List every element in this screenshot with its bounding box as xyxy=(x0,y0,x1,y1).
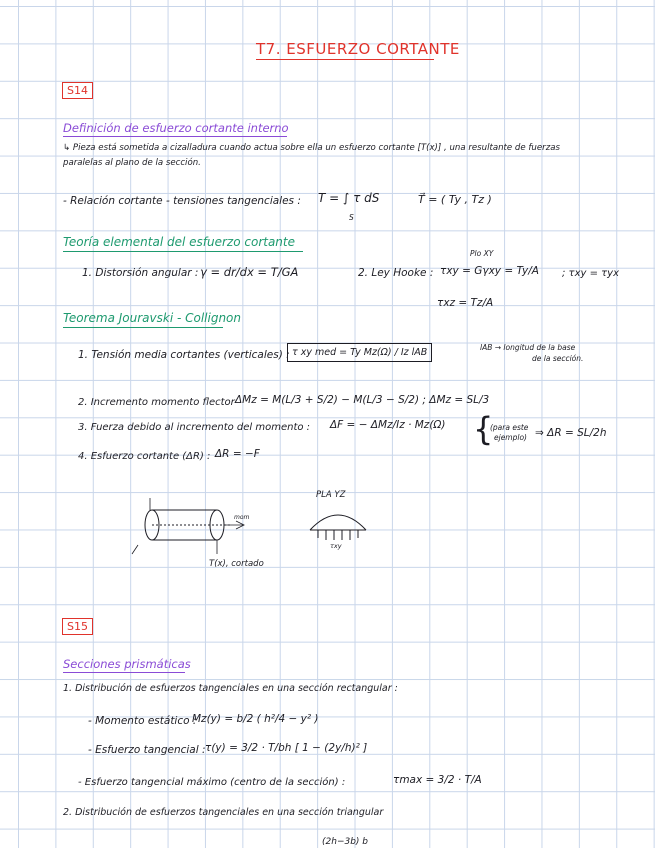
max-stress-equation: τmax = 3/2 · T/A xyxy=(393,774,482,786)
shear-label: 4. Esfuerzo cortante (ΔR) : xyxy=(78,451,211,462)
tension-equation-box: τ xy med = Ty Mz(Ω) / Iz lAB xyxy=(287,343,432,362)
example-note-line-2: ejemplo) xyxy=(494,433,527,442)
bottom-fragment: (2h−3b) b xyxy=(322,837,369,847)
tangential-stress-equation: τ(y) = 3/2 · T/bh [ 1 − (2y/h)² ] xyxy=(205,742,368,754)
tau-label: τxy xyxy=(330,542,342,550)
static-moment-equation: Mz(y) = b/2 ( h²/4 − y² ) xyxy=(192,713,319,725)
definition-heading-underline xyxy=(63,136,287,137)
section-label-s15: S15 xyxy=(62,618,93,635)
max-stress-label: - Esfuerzo tangencial máximo (centro de la sección) : xyxy=(78,777,346,788)
hooke-equation-2: τxz = Tz/A xyxy=(437,297,494,309)
brace: { xyxy=(473,410,494,448)
title-underline xyxy=(256,59,434,60)
item-1: 1. Distribución de esfuerzos tangenciales en una sección rectangular : xyxy=(63,683,398,694)
axis-marks xyxy=(132,498,244,554)
theory-heading-underline xyxy=(63,251,303,252)
example-note-line-1: (para este xyxy=(490,423,529,432)
relation-equation-1: T = ∫ τ dS xyxy=(318,191,380,205)
relation-equation-2: T⃗ = ( Ty , Tz ) xyxy=(418,193,492,206)
plane-label: PLA YZ xyxy=(316,490,346,500)
static-moment-label: - Momento estático : xyxy=(88,715,197,727)
example-result: ⇒ ΔR = SL/2h xyxy=(535,427,607,439)
increment-label: 2. Incremento momento flector xyxy=(78,397,235,408)
prismatic-heading-underline xyxy=(63,672,185,673)
tension-note-line-2: de la sección. xyxy=(532,354,584,363)
tangential-stress-label: - Esfuerzo tangencial : xyxy=(88,744,206,756)
jouravski-heading-underline xyxy=(63,327,223,328)
distortion-label: 1. Distorsión angular : xyxy=(82,267,199,279)
stress-distribution xyxy=(310,515,366,540)
jouravski-heading: Teorema Jouravski - Collignon xyxy=(63,311,242,325)
force-equation: ΔF = − ΔMz/Iz · Mz(Ω) xyxy=(330,419,446,431)
relation-equation-1-subscript: S xyxy=(349,213,354,222)
force-label: 3. Fuerza debido al incremento del momento : xyxy=(78,422,311,433)
section-label-s14: S14 xyxy=(62,82,93,99)
item-2: 2. Distribución de esfuerzos tangenciales en una sección triangular xyxy=(63,807,384,818)
increment-equation: ΔMz = M(L/3 + S/2) − M(L/3 − S/2) ; ΔMz = SL/3 xyxy=(235,394,490,406)
shear-equation: ΔR = −F xyxy=(215,448,260,460)
hooke-equation-symmetry: ; τxy = τyx xyxy=(562,268,619,279)
definition-line-2: paralelas al plano de la sección. xyxy=(63,158,201,168)
hooke-equation-1: τxy = Gγxy = Ty/A xyxy=(440,265,539,277)
definition-line-1: ↳ Pieza está sometida a cizalladura cuando actua sobre ella un esfuerzo cortante [T(x)] , una resultante de fuerzas xyxy=(63,143,560,153)
shear-section-label: T(x), cortado xyxy=(209,559,264,569)
moment-label: mom xyxy=(234,514,250,521)
theory-heading: Teoría elemental del esfuerzo cortante xyxy=(63,235,296,249)
definition-heading: Definición de esfuerzo cortante interno xyxy=(63,121,289,135)
hooke-note: Plo XY xyxy=(470,249,494,258)
beam-cylinder xyxy=(145,510,230,540)
tension-label: 1. Tensión media cortantes (verticales) : xyxy=(78,349,290,361)
distortion-equation: γ = dr/dx = T/GA xyxy=(200,265,299,279)
page-title: T7. ESFUERZO CORTANTE xyxy=(256,40,460,58)
relation-label: - Relación cortante - tensiones tangenciales : xyxy=(63,195,301,207)
prismatic-heading: Secciones prismáticas xyxy=(63,657,191,671)
hooke-label: 2. Ley Hooke : xyxy=(358,267,434,279)
tension-note-line-1: lAB → longitud de la base xyxy=(480,343,576,352)
